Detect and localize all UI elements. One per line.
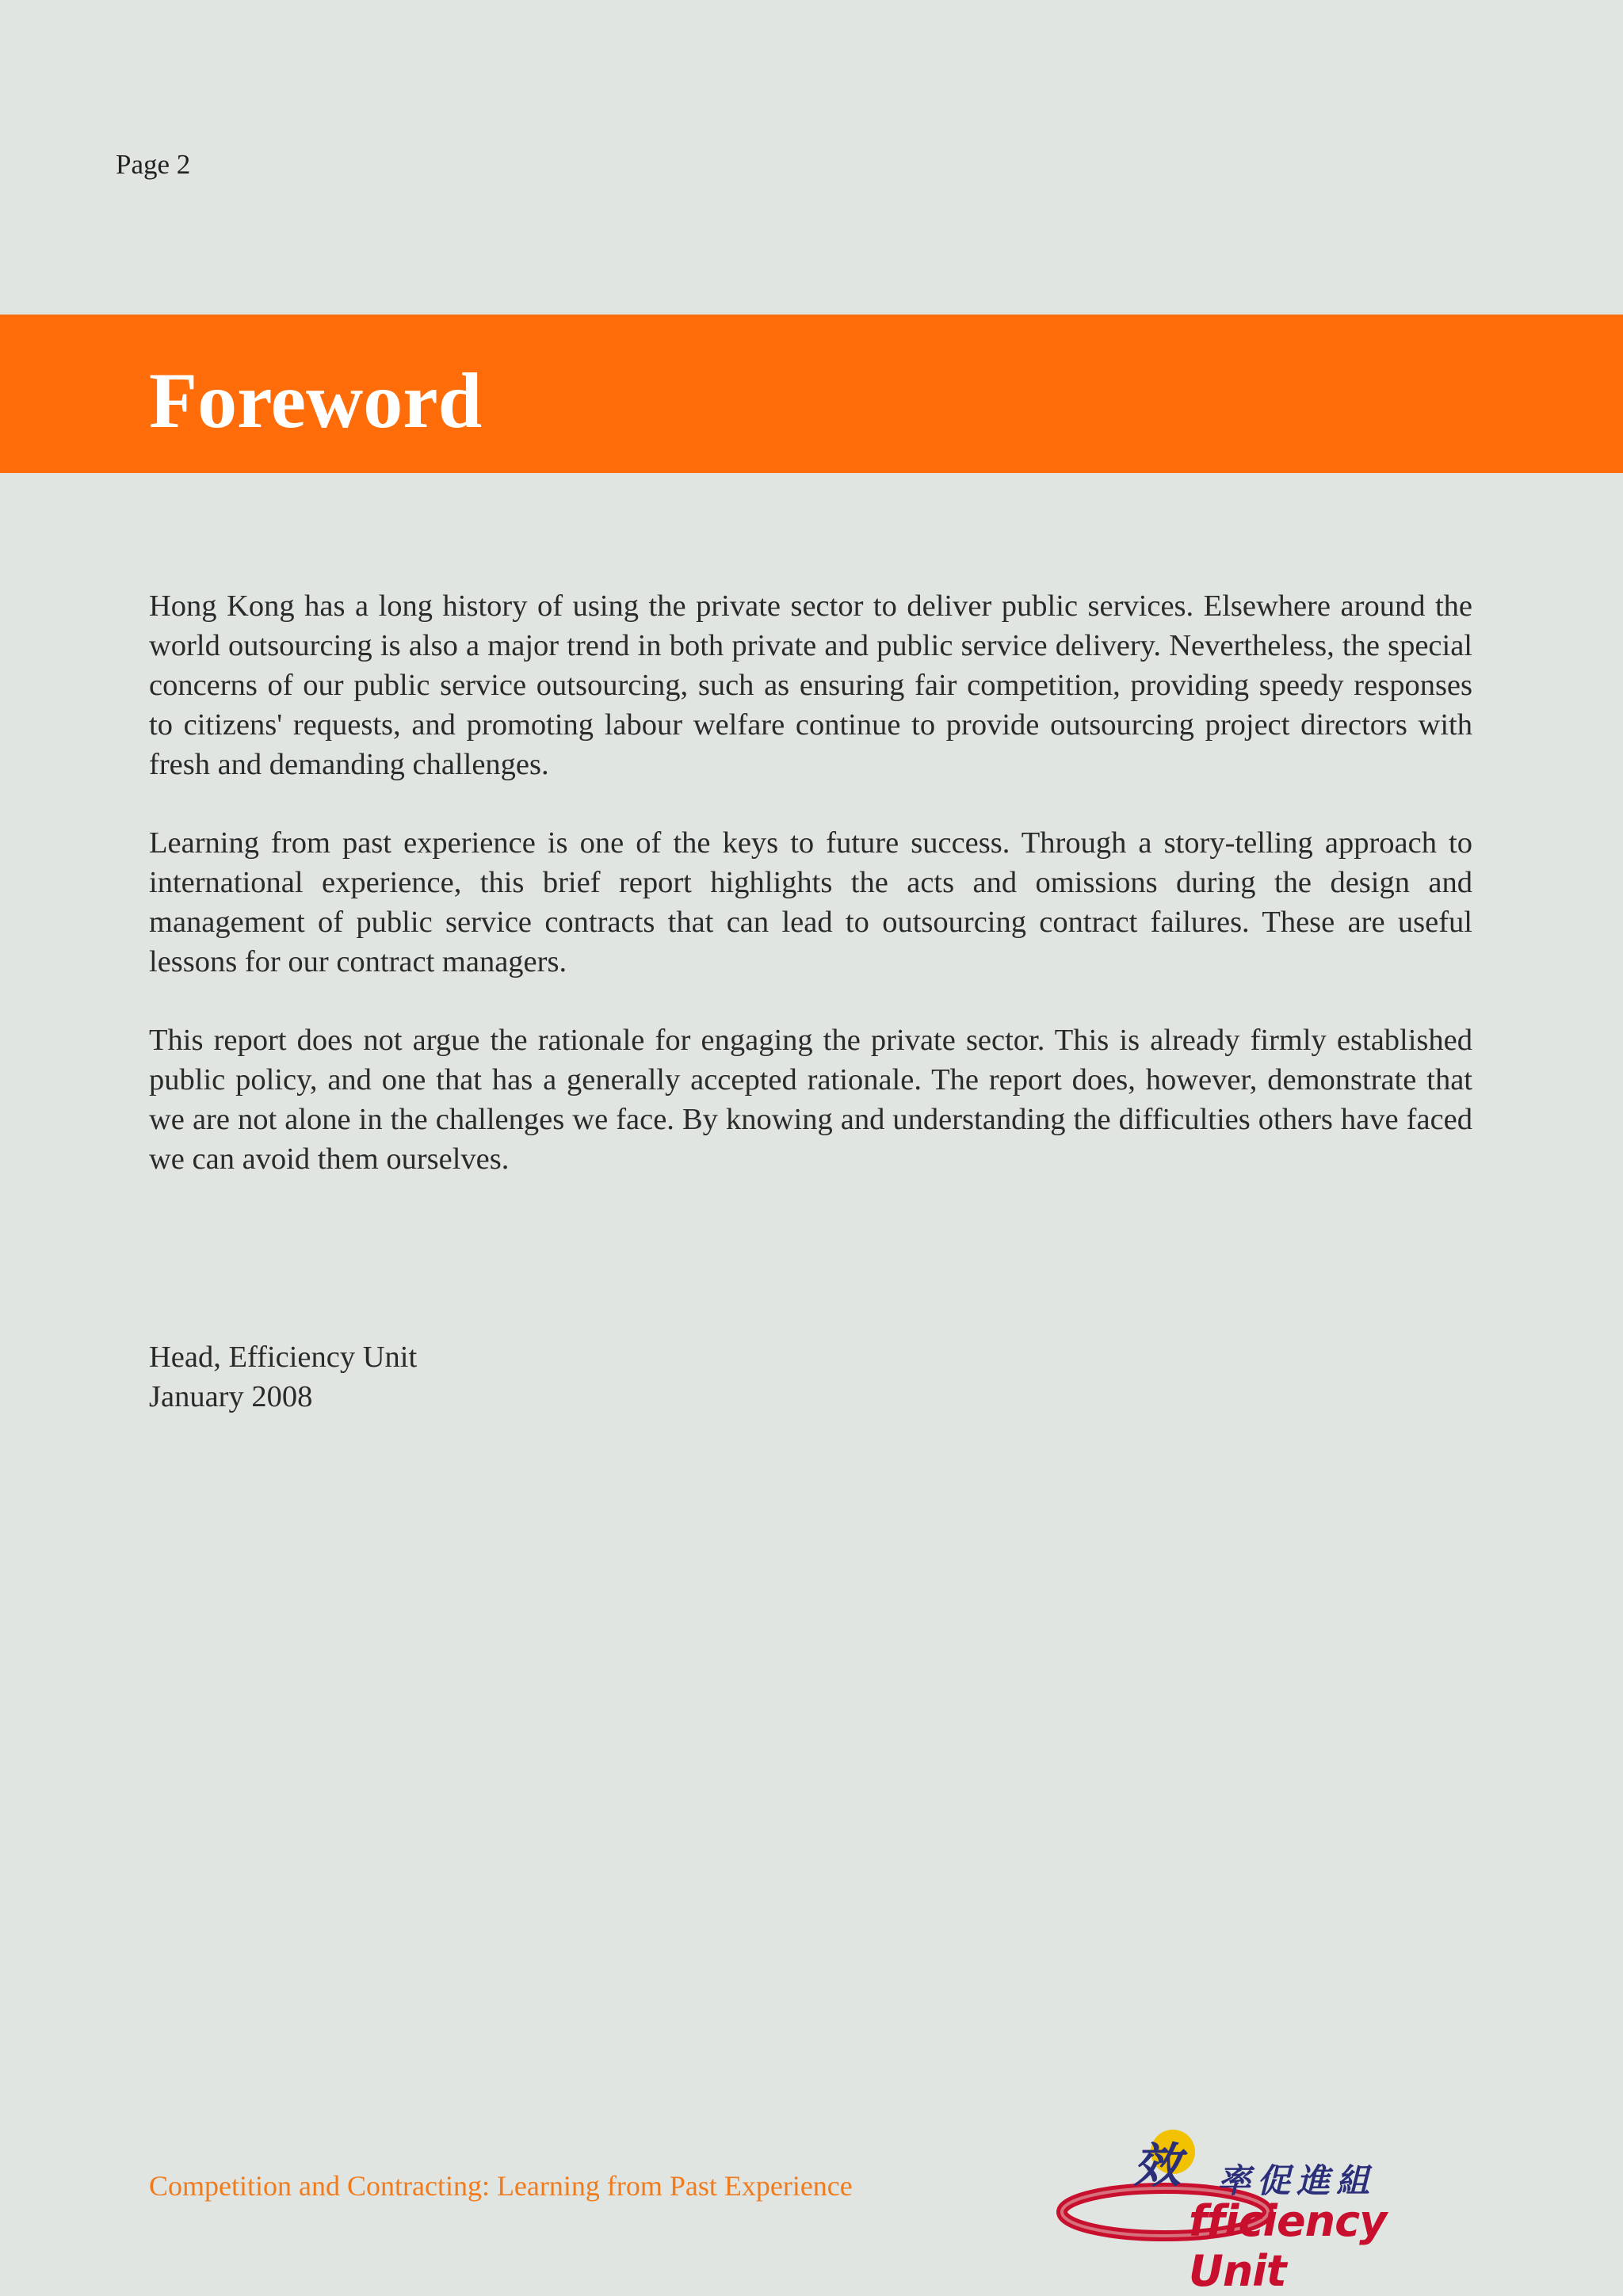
- paragraph-1: Hong Kong has a long history of using the private sector to deliver public services. Elsewhere around the world outsourcing is also a major trend in both private and public service delivery. Nevertheless, the special concerns of our public service outsourcing, such as ensuring fair competition, providing speedy responses to citizens' requests, and promoting labour welfare continue to provide outsourcing project directors with fresh and demanding challenges.: [149, 589, 1472, 781]
- signature-block: [149, 1337, 417, 1417]
- logo-chinese-text: 效: [1133, 2138, 1181, 2194]
- paragraph-2: Learning from past experience is one of the keys to future success. Through a story-telling approach to international experience, this brief report highlights the acts and omissions during the design and management of public service contracts that can lead to outsourcing contract failures. These are useful lessons for our contract managers.: [149, 826, 1472, 978]
- signature-role: Head, Efficiency Unit: [149, 1341, 418, 1374]
- page-number: Page 2: [116, 149, 191, 180]
- logo-english-text: fficiency Unit: [1189, 2196, 1387, 2296]
- signature-date: January 2008: [149, 1380, 313, 1413]
- efficiency-unit-logo: [1054, 2123, 1466, 2296]
- foreword-body: [149, 586, 1472, 1218]
- logo-chinese-text-rest: 率促進組: [1217, 2161, 1377, 2200]
- page-title: Foreword: [149, 357, 483, 444]
- footer-document-title: Competition and Contracting: Learning from Past Experience: [149, 2170, 853, 2202]
- paragraph-3: This report does not argue the rationale for engaging the private sector. This is already firmly established public policy, and one that has a generally accepted rationale. The report does, however, demonstrate that we are not alone in the challenges we face. By knowing and understanding the difficulties others have faced we can avoid them ourselves.: [149, 1024, 1472, 1176]
